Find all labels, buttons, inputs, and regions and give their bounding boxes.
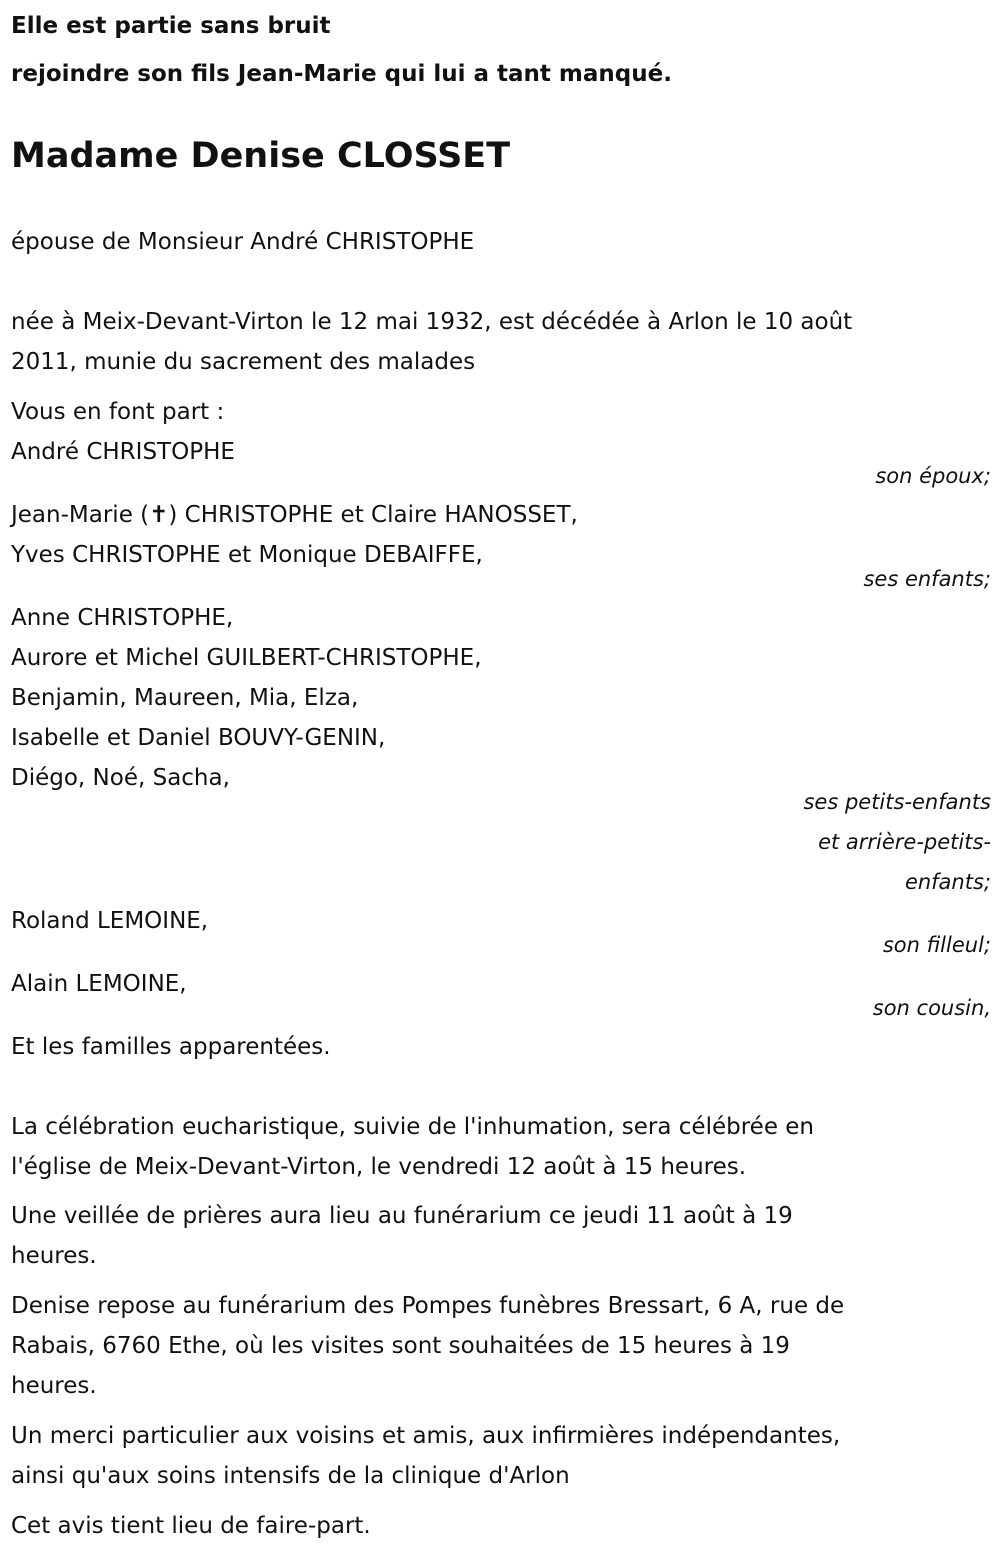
grandchild-line: Isabelle et Daniel BOUVY-GENIN, [11, 725, 386, 751]
motto-line-2: rejoindre son fils Jean-Marie qui lui a tant manqué. [11, 61, 672, 87]
children-relation: ses enfants; [863, 567, 991, 591]
grandchild-line: Benjamin, Maureen, Mia, Elza, [11, 685, 359, 711]
thanks-line-2: ainsi qu'aux soins intensifs de la clinique d'Arlon [11, 1463, 570, 1489]
spouse-line: épouse de Monsieur André CHRISTOPHE [11, 229, 475, 255]
grandchildren-relation-line: enfants; [904, 870, 991, 894]
grandchild-line: Anne CHRISTOPHE, [11, 605, 234, 631]
cousin-name: Alain LEMOINE, [11, 971, 187, 997]
grandchildren-relation-line: ses petits-enfants [803, 790, 991, 814]
godson-relation: son filleul; [882, 933, 991, 957]
spouse-relation: son époux; [875, 464, 991, 488]
motto-line-1: Elle est partie sans bruit [11, 13, 331, 39]
grandchild-line: Diégo, Noé, Sacha, [11, 765, 230, 791]
thanks-line-1: Un merci particulier aux voisins et amis, aux infirmières indépendantes, [11, 1423, 841, 1449]
grandchildren-relation-line: et arrière-petits- [818, 830, 991, 854]
godson-name: Roland LEMOINE, [11, 908, 209, 934]
child-line: Yves CHRISTOPHE et Monique DEBAIFFE, [11, 542, 483, 568]
vigil-line-1: Une veillée de prières aura lieu au funérarium ce jeudi 11 août à 19 [11, 1203, 793, 1229]
ceremony-line-2: l'église de Meix-Devant-Virton, le vendredi 12 août à 15 heures. [11, 1154, 747, 1180]
relatives-line: Et les familles apparentées. [11, 1034, 331, 1060]
grandchild-line: Aurore et Michel GUILBERT-CHRISTOPHE, [11, 645, 482, 671]
vigil-line-2: heures. [11, 1243, 97, 1269]
child-line: Jean-Marie (✝) CHRISTOPHE et Claire HANOSSET, [11, 502, 578, 528]
rest-line-1: Denise repose au funérarium des Pompes funèbres Bressart, 6 A, rue de [11, 1293, 845, 1319]
rest-line-3: heures. [11, 1373, 97, 1399]
rest-line-2: Rabais, 6760 Ethe, où les visites sont souhaitées de 15 heures à 19 [11, 1333, 790, 1359]
deceased-name: Madame Denise CLOSSET [11, 136, 511, 176]
ceremony-line-1: La célébration eucharistique, suivie de l'inhumation, sera célébrée en [11, 1114, 815, 1140]
spouse-name: André CHRISTOPHE [11, 439, 235, 465]
cousin-relation: son cousin, [872, 996, 991, 1020]
announce-line: Vous en font part : [11, 399, 225, 425]
birth-death-line-1: née à Meix-Devant-Virton le 12 mai 1932, est décédée à Arlon le 10 août [11, 309, 853, 335]
birth-death-line-2: 2011, munie du sacrement des malades [11, 349, 476, 375]
closing-line: Cet avis tient lieu de faire-part. [11, 1513, 371, 1539]
